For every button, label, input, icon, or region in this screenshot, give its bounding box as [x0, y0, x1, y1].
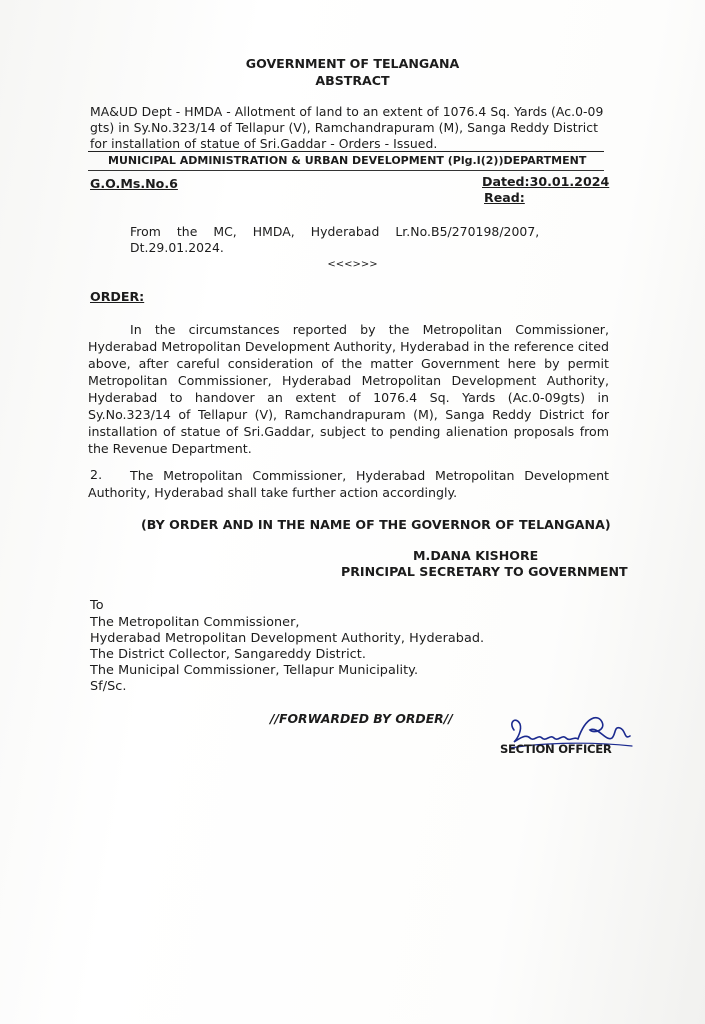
- recipients-to: To: [90, 598, 104, 613]
- subject-line-2: gts) in Sy.No.323/14 of Tellapur (V), Ramchandrapuram (M), Sanga Reddy District: [90, 120, 599, 135]
- subject-line-3: for installation of statue of Sri.Gaddar - Orders - Issued.: [90, 136, 438, 151]
- recipient-line: Hyderabad Metropolitan Development Authority, Hyderabad.: [90, 631, 485, 646]
- order-date: Dated:30.01.2024: [482, 174, 610, 189]
- order-paragraph-1: In the circumstances reported by the Metropolitan Commissioner, Hyderabad Metropolitan Development Authority, Hyderabad in the reference cited above, after careful consideration of the matter Government here by permit Metropolitan Commissioner, Hyderabad Metropolitan Development Authority, Hyderabad to handover an extent of 1076.4 Sq. Yards (Ac.0-09gts) in Sy.No.323/14 of Tellapur (V), Ramchandrapuram (M), Sanga Reddy District for installation of statue of Sri.Gaddar, subject to pending alienation proposals from the Revenue Department.: [88, 322, 609, 456]
- paragraph-2-number: 2.: [90, 467, 103, 482]
- recipient-line: Sf/Sc.: [90, 679, 127, 694]
- divider-department: [88, 170, 604, 171]
- forwarded-by-order: //FORWARDED BY ORDER//: [270, 711, 453, 726]
- reference-line-1: From the MC, HMDA, Hyderabad Lr.No.B5/270198/2007,: [130, 224, 540, 239]
- recipient-line: The District Collector, Sangareddy District.: [90, 647, 366, 662]
- government-heading: GOVERNMENT OF TELANGANA: [245, 56, 460, 71]
- signatory-designation: PRINCIPAL SECRETARY TO GOVERNMENT: [341, 564, 628, 579]
- separator-mark: <<<>>>: [327, 259, 378, 270]
- recipient-line: The Metropolitan Commissioner,: [90, 615, 300, 630]
- abstract-heading: ABSTRACT: [315, 73, 390, 88]
- signatory-name: M.DANA KISHORE: [413, 548, 539, 563]
- recipient-line: The Municipal Commissioner, Tellapur Municipality.: [90, 663, 419, 678]
- department-heading: MUNICIPAL ADMINISTRATION & URBAN DEVELOPMENT (Plg.I(2))DEPARTMENT: [108, 154, 587, 167]
- subject-line-1: MA&UD Dept - HMDA - Allotment of land to an extent of 1076.4 Sq. Yards (Ac.0-09: [90, 104, 604, 119]
- order-paragraph-2: The Metropolitan Commissioner, Hyderabad Metropolitan Development Authority, Hyderabad shall take further action accordingly.: [88, 468, 609, 500]
- handwritten-signature: [506, 712, 636, 768]
- reference-line-2: Dt.29.01.2024.: [130, 240, 224, 255]
- by-order-line: (BY ORDER AND IN THE NAME OF THE GOVERNOR OF TELANGANA): [141, 517, 611, 532]
- order-heading: ORDER:: [90, 289, 145, 304]
- section-officer-label: SECTION OFFICER: [500, 742, 612, 756]
- divider-top: [88, 151, 604, 152]
- order-number: G.O.Ms.No.6: [90, 176, 178, 191]
- read-label: Read:: [484, 190, 525, 205]
